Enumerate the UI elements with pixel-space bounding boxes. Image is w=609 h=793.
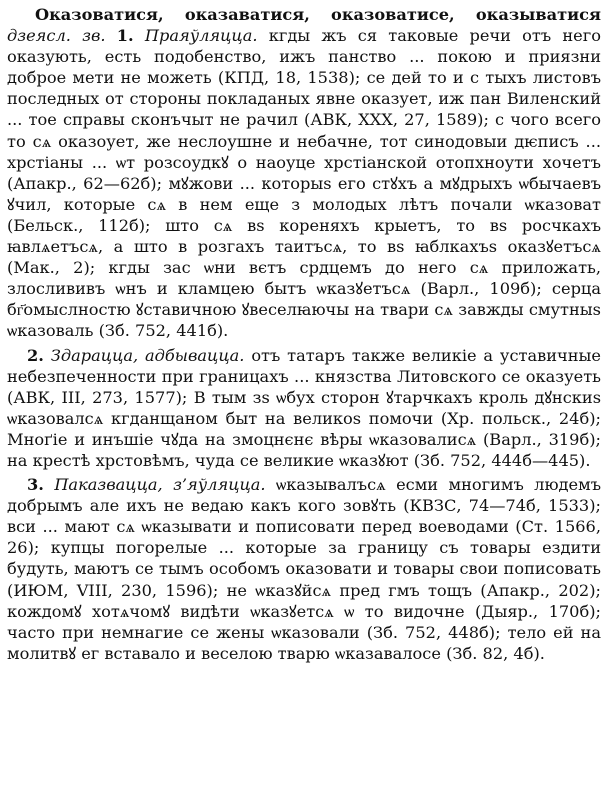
sense-2-number: 2.	[27, 345, 44, 365]
sense-1-number: 1.	[116, 26, 134, 46]
entry-part-of-speech: дзеясл. зв.	[7, 26, 106, 46]
sense-2-gloss: Здарацца, адбывацца.	[50, 345, 245, 365]
sense-2-citations: отъ татаръ также великіе а уставичные небезпеченности при границахъ ... князства Литовского се оказуеть (АВК, III, 273, 1577); В тым зs ѡбух сторон ꙋтарчкахъ кроль дꙋнскиs ѡказовалсѧ кгданщаном быт на великоs помочи (Хр. польск., 24б); Мноґіе и инъшіе чꙋда на змоцнєнє вѣры ѡказовалисѧ (Варл., 319б); на крестѣ хрстовѣмъ, чуда се великие ѡказꙋют (Зб. 752, 444б—445).	[7, 345, 601, 470]
sense-1-citations: кгды жъ ся таковые речи отъ него оказують, есть подобенство, ижъ панство ... покою и приязни доброе мети не можеть (КПД, 18, 1538); се дей то и с тыхъ листовъ последных от стороны покладаных явне оказует, иж пан Виленский ... тое справы сконъчыт не рачил (АВК, XXX, 27, 1589); с чого всего то сѧ оказоует, же неслоушне и небачне, тот синодовыи дѥписъ ... хрстіаны ... ѡт розсоудкꙋ о наоуце хрстіанской отопхноути хочетъ (Апакр., 62—62б); мꙋжови ... которыs его стꙋхъ а мꙋдрыхъ ѡбычаевъ ꙋчил, которые сѧ в нем еще з молодых лѣтъ почали ѡказоват (Бельск., 112б); што сѧ вs кореняхъ крыетъ, то вs росчкахъ ꙗвлѧетъсѧ, а што в розгахъ таитъсѧ, то вs ꙗблкахъs оказꙋетъсѧ (Мак., 2); кгды зас ѡни вєтъ срдцемъ до него сѧ приложать, злослививъ ѡнъ и кламцею бытъ ѡказꙋетъсѧ (Варл., 109б); серца бг҃омыслностю ꙋставичною ꙋвеселꙗючы на твари сѧ завжды смутныs ѡказоваль (Зб. 752, 441б).	[7, 26, 601, 341]
sense-3-gloss: Паказвацца, з’яўляцца.	[54, 475, 266, 495]
entry-headword: Оказоватися, оказаватися, оказоватисе, оказыватися	[35, 5, 601, 24]
sense-3-paragraph	[7, 474, 601, 664]
sense-3-number: 3.	[27, 475, 44, 495]
dictionary-entry	[7, 4, 601, 664]
sense-2-paragraph	[7, 345, 601, 472]
sense-3-citations: ѡказывалъсѧ есми многимъ людемъ добрымъ але ихъ не ведаю какъ кого зовꙋть (КВЗС, 74—74б, 1533); вси ... мают сѧ ѡказывати и пописовати перед воеводами (Ст. 1566, 26); купцы погорелые ... которые за границу съ товары ездити будуть, маютъ се тымъ особомъ оказовати и товары свои пописовать (ИЮМ, VIII, 230, 1596); не ѡказꙋйсѧ пред гмъ тощъ (Апакр., 202); кождомꙋ хотѧчомꙋ видѣти ѡказꙋетсѧ ѡ то видочне (Дыяр., 170б); часто при немнагие се жены ѡказовали (Зб. 752, 448б); тело ей на молитвꙋ ег вставало и веселою тварю ѡказавалосе (Зб. 82, 4б).	[7, 475, 601, 663]
sense-1-paragraph	[7, 4, 601, 342]
sense-1-gloss: Праяўляцца.	[144, 26, 258, 46]
